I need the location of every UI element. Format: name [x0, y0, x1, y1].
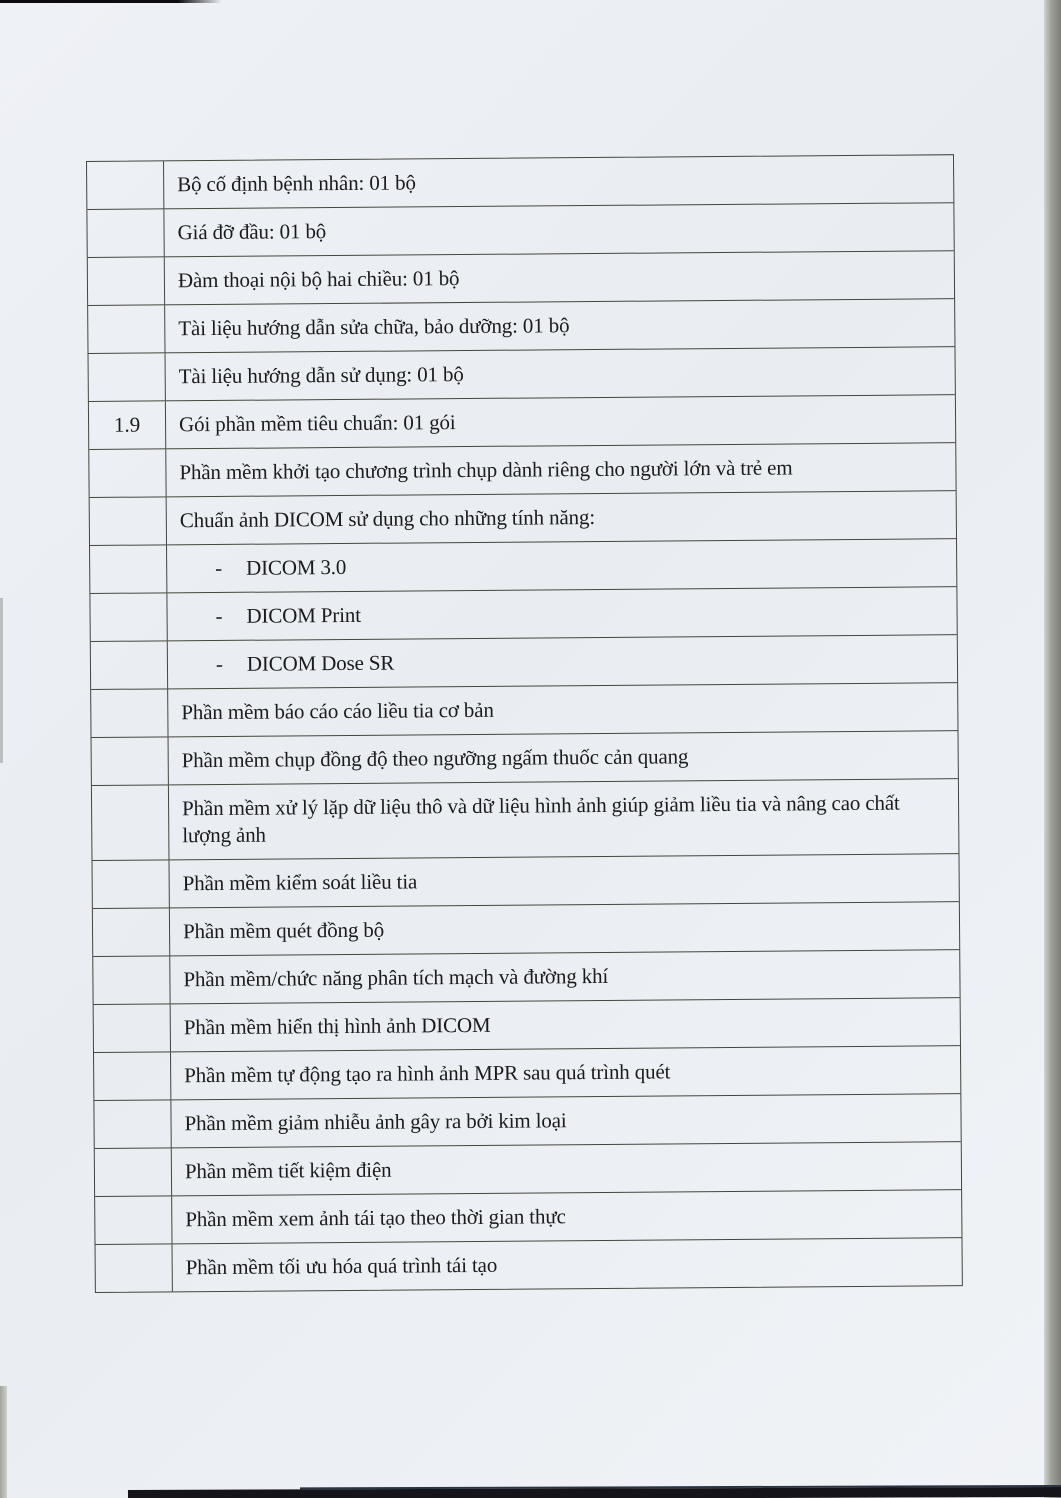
row-text-line: Phần mềm giảm nhiễu ảnh gây ra bởi kim loại [184, 1108, 567, 1136]
table-row [90, 539, 956, 594]
table-row [89, 347, 955, 402]
table-row [95, 1142, 961, 1197]
row-text-cell [170, 950, 959, 1003]
row-number-cell [93, 956, 170, 1004]
row-text-line: Phần mềm quét đồng bộ [182, 917, 385, 944]
row-number-cell [95, 1196, 172, 1244]
row-text-cell [171, 1094, 960, 1147]
row-number-cell [92, 737, 169, 785]
row-number-cell [87, 161, 164, 209]
table-row [88, 251, 954, 306]
row-text-line: lượng ảnh [182, 822, 266, 848]
row-number-cell [93, 908, 170, 956]
row-text-cell [171, 998, 960, 1051]
table-row [93, 902, 959, 957]
row-text-cell [170, 902, 959, 955]
table-row [91, 635, 957, 690]
bullet-dash: - [215, 555, 223, 580]
row-text-line: Bộ cố định bệnh nhân: 01 bộ [177, 170, 416, 197]
spec-table [86, 154, 963, 1293]
row-text-line: Phần mềm xử lý lặp dữ liệu thô và dữ liệu hình ảnh giúp giảm liều tia và nâng cao chất [181, 790, 900, 821]
row-text-cell [172, 1190, 961, 1243]
row-text-cell [167, 491, 956, 544]
row-number-cell [90, 545, 167, 593]
row-number-cell [90, 593, 167, 641]
row-text-cell [167, 539, 956, 592]
row-text-line: Phần mềm tiết kiệm điện [184, 1157, 392, 1184]
row-number-cell [88, 305, 165, 353]
table-row [87, 203, 953, 258]
row-text-cell [166, 347, 955, 400]
row-text-line: Phần mềm khởi tạo chương trình chụp dành riêng cho người lớn và trẻ em [179, 455, 793, 485]
row-text-line: Phần mềm kiểm soát liều tia [182, 869, 418, 896]
row-text-line: Chuẩn ảnh DICOM sử dụng cho những tính năng: [179, 505, 596, 533]
row-number-cell [92, 785, 170, 860]
row-text-line: Phần mềm/chức năng phân tích mạch và đường khí [183, 963, 609, 992]
row-number-cell [92, 860, 169, 908]
row-text-line: Tài liệu hướng dẫn sử dụng: 01 bộ [178, 362, 464, 389]
table-row [93, 950, 959, 1005]
row-text-line: Phần mềm tối ưu hóa quá trình tái tạo [185, 1252, 498, 1280]
row-text-line: Phần mềm tự động tạo ra hình ảnh MPR sau quá trình quét [184, 1059, 671, 1088]
row-number-cell [91, 641, 168, 689]
table-row [89, 443, 955, 498]
row-text-cell [173, 1238, 962, 1291]
row-number-cell [91, 689, 168, 737]
row-text-cell [167, 587, 956, 640]
row-text-line: - DICOM 3.0 [215, 554, 347, 580]
row-number-cell: 1.9 [89, 401, 166, 449]
bullet-dash: - [215, 651, 223, 676]
row-text-line: Tài liệu hướng dẫn sửa chữa, bảo dưỡng: 01 bộ [178, 313, 570, 341]
table-row [92, 854, 958, 909]
table-row [90, 587, 956, 642]
row-number-cell [94, 1100, 171, 1148]
row-text-cell [164, 155, 953, 208]
table-row [92, 731, 958, 786]
row-number-cell [94, 1052, 171, 1100]
table-row [87, 155, 953, 210]
table-row [95, 1190, 961, 1245]
row-number-cell [88, 257, 165, 305]
row-text-line: Gói phần mềm tiêu chuẩn: 01 gói [178, 410, 456, 437]
row-text-cell [166, 443, 955, 496]
row-number-cell [87, 209, 164, 257]
table-row [94, 1094, 960, 1149]
table-row [92, 779, 959, 861]
row-number-cell [96, 1244, 173, 1292]
row-text-line: Đàm thoại nội bộ hai chiều: 01 bộ [177, 266, 460, 293]
scan-artifact-top-line [0, 0, 222, 3]
row-text-cell [171, 1046, 960, 1099]
scan-artifact-left-edge-mid [0, 598, 3, 763]
row-text-cell [169, 779, 959, 859]
table-row [90, 491, 956, 546]
scan-artifact-right-edge [1044, 0, 1061, 1498]
row-text-cell [164, 203, 953, 256]
row-text-line: Phần mềm chụp đồng độ theo ngưỡng ngấm thuốc cản quang [181, 744, 689, 773]
row-text-cell [169, 731, 958, 784]
row-text-cell [172, 1142, 961, 1195]
table-row [88, 299, 954, 354]
table-row [89, 395, 955, 450]
table-row [94, 1046, 960, 1101]
row-text-line: - DICOM Dose SR [215, 650, 395, 676]
scan-artifact-left-edge-bottom [0, 1386, 7, 1498]
bullet-dash: - [215, 603, 223, 628]
row-text-line: Phần mềm xem ảnh tái tạo theo thời gian thực [185, 1204, 566, 1232]
table-row [96, 1238, 962, 1292]
row-text-cell [168, 683, 957, 736]
table-row [91, 683, 957, 738]
row-text-cell [166, 395, 955, 448]
scan-artifact-bottom-bar [128, 1487, 1061, 1498]
row-text-cell [165, 251, 954, 304]
row-text-line: Phần mềm hiển thị hình ảnh DICOM [183, 1012, 491, 1040]
row-text-cell [169, 854, 958, 907]
row-number-cell [95, 1148, 172, 1196]
row-number-cell [90, 497, 167, 545]
row-text-line: Phần mềm báo cáo cáo liều tia cơ bản [181, 697, 494, 725]
row-number-cell [89, 449, 166, 497]
table-row [94, 998, 960, 1053]
row-text-line: Giá đỡ đầu: 01 bộ [177, 219, 327, 245]
row-text-line: - DICOM Print [215, 602, 361, 628]
row-text-cell [165, 299, 954, 352]
row-number-cell [89, 353, 166, 401]
row-text-cell [168, 635, 957, 688]
row-number-cell [94, 1004, 171, 1052]
